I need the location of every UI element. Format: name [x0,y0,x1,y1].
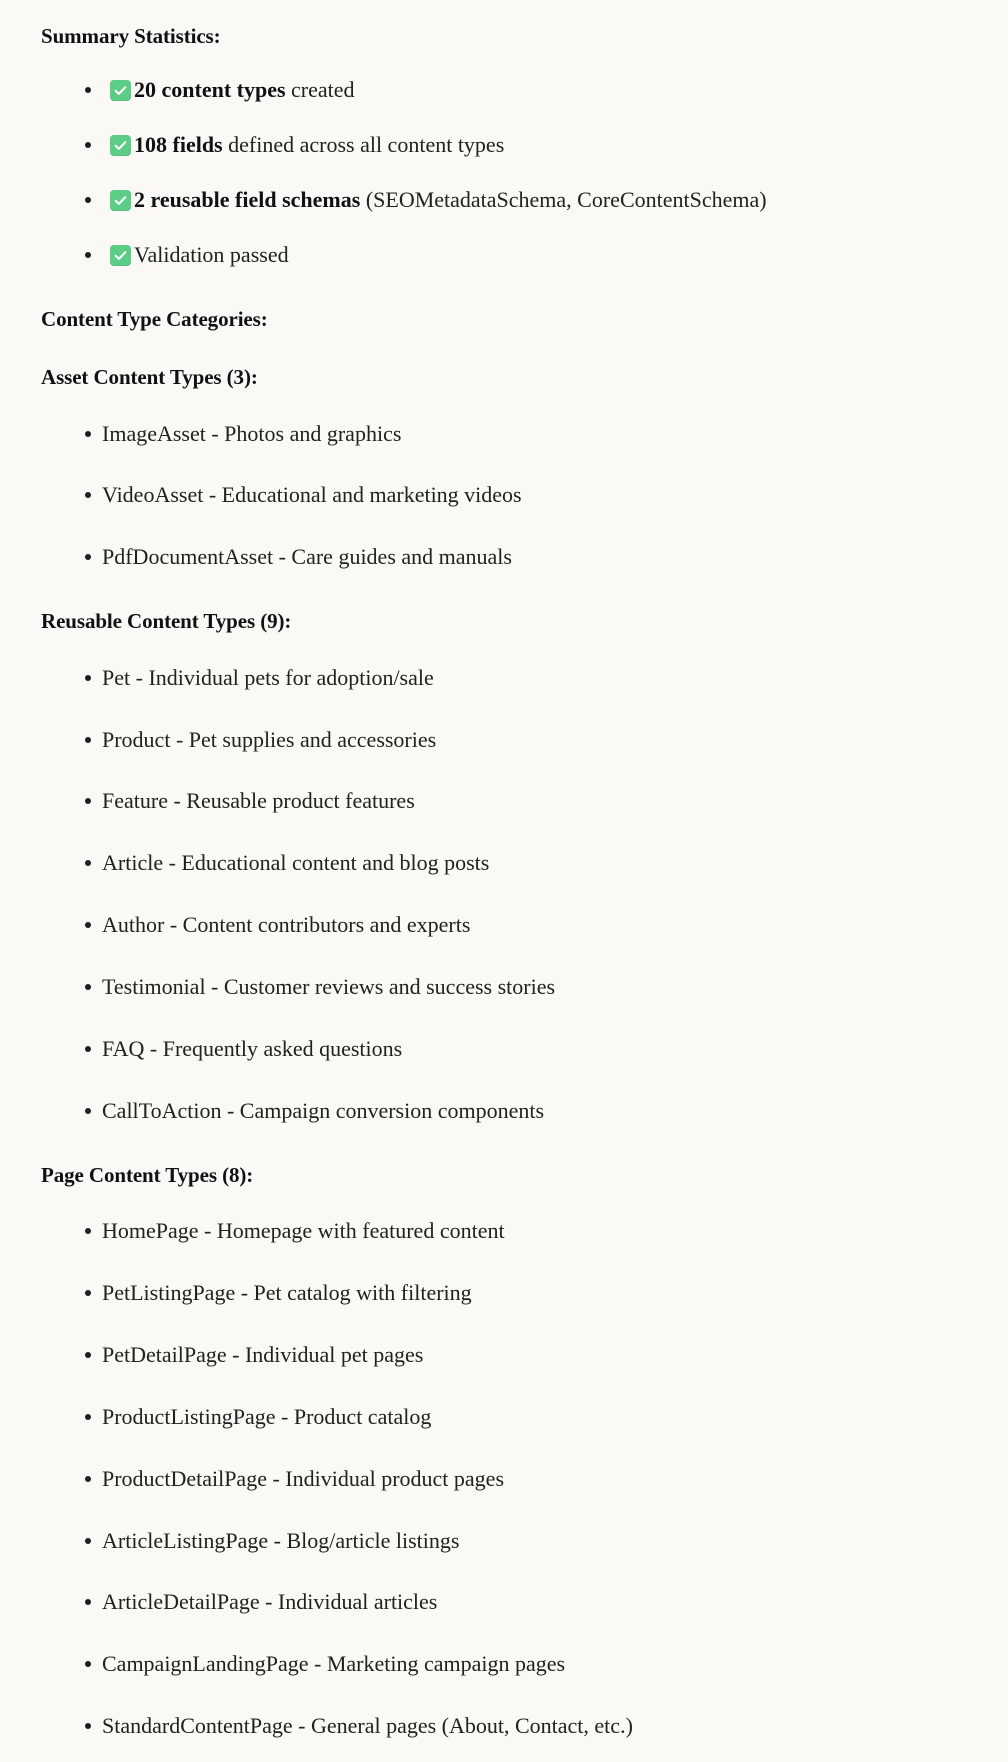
summary-stat-label: (SEOMetadataSchema, CoreContentSchema) [360,187,767,213]
page-content-types-heading: Page Content Types (8): [41,1162,254,1187]
list-item [36,418,972,450]
check-mark-button-icon [110,135,131,156]
page-content-type-label: ProductListingPage - Product catalog [102,1403,432,1429]
list-item [36,1648,972,1680]
check-mark-button-icon [110,245,131,266]
list-item [36,1710,972,1742]
summary-stat-value: 2 reusable field schemas [134,187,361,213]
summary-stat-label: Validation passed [134,242,289,268]
list-item [36,541,972,573]
page-content-type-label: StandardContentPage - General pages (About, Contact, etc.) [102,1713,633,1739]
page-content-type-label: HomePage - Homepage with featured content [102,1218,505,1244]
list-item [36,1033,972,1065]
reusable-content-type-label: CallToAction - Campaign conversion components [102,1097,545,1123]
page-content-types-list [36,1215,972,1742]
summary-stat-item [36,129,972,161]
summary-statistics-heading: Summary Statistics: [41,24,221,48]
check-mark-button-icon [110,190,131,211]
asset-content-types-list [36,418,972,574]
asset-content-type-label: ImageAsset - Photos and graphics [102,420,402,446]
list-item [36,909,972,941]
list-item [36,1463,972,1495]
page-content-type-label: ArticleDetailPage - Individual articles [102,1589,438,1615]
summary-statistics-list [36,74,972,271]
list-item [36,1401,972,1433]
check-mark-button-icon [110,80,131,101]
list-item [36,971,972,1003]
asset-content-types-heading: Asset Content Types (3): [41,365,258,390]
reusable-content-type-label: Feature - Reusable product features [102,788,415,814]
page-content-type-label: PetListingPage - Pet catalog with filtering [102,1279,472,1305]
list-item [36,1586,972,1618]
reusable-content-types-heading: Reusable Content Types (9): [41,609,292,634]
reusable-content-type-label: FAQ - Frequently asked questions [102,1035,403,1061]
asset-content-type-label: PdfDocumentAsset - Care guides and manuals [102,544,512,570]
page-content-type-label: ProductDetailPage - Individual product pages [102,1465,505,1491]
summary-stat-value: 20 content types [134,77,286,103]
reusable-content-type-label: Author - Content contributors and experts [102,912,471,938]
list-item [36,847,972,879]
page-content-type-label: PetDetailPage - Individual pet pages [102,1341,424,1367]
summary-stat-item [36,74,972,106]
reusable-content-types-list [36,662,972,1127]
page-content-type-label: ArticleListingPage - Blog/article listings [102,1527,460,1553]
content-type-categories-heading: Content Type Categories: [41,306,268,331]
list-item [36,1277,972,1309]
reusable-content-type-label: Testimonial - Customer reviews and success stories [102,974,556,1000]
reusable-content-type-label: Pet - Individual pets for adoption/sale [102,664,434,690]
list-item [36,1339,972,1371]
list-item [36,479,972,511]
list-item [36,662,972,694]
list-item [36,1215,972,1247]
reusable-content-type-label: Article - Educational content and blog posts [102,850,490,876]
asset-content-type-label: VideoAsset - Educational and marketing videos [102,482,522,508]
summary-stat-label: created [285,77,355,103]
list-item [36,1525,972,1557]
summary-stat-item [36,184,972,216]
page-content-type-label: CampaignLandingPage - Marketing campaign pages [102,1651,566,1677]
list-item [36,1095,972,1127]
reusable-content-type-label: Product - Pet supplies and accessories [102,726,437,752]
summary-stat-label: defined across all content types [222,132,505,158]
list-item [36,785,972,817]
summary-stat-item [36,239,972,271]
list-item [36,724,972,756]
summary-stat-value: 108 fields [134,132,223,158]
